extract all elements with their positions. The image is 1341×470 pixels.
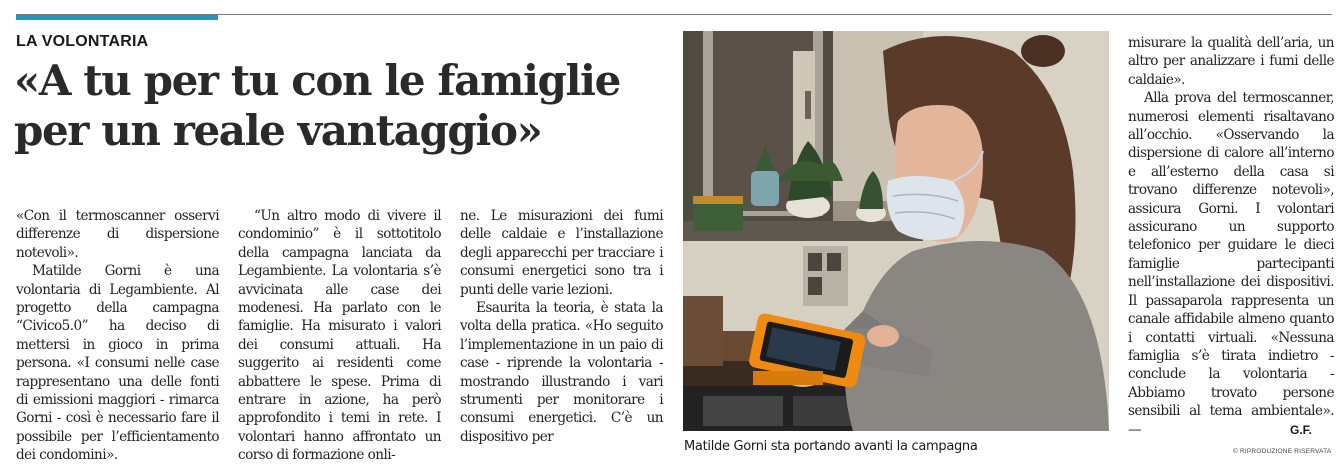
- article-photo: [683, 31, 1109, 431]
- article-column-4: [1128, 34, 1334, 439]
- article-paragraph: Alla prova del termoscanner, numerosi elementi risaltavano all’occhio. «Osservando la dispersione di calore all’interno e all’esterno della casa si trovano differenze notevoli», assicura Gorni. I volontari assicurano un supporto telefonico per guidare le dieci famiglie partecipanti nell’installazione dei dispositivi. Il passaparola rappresenta un canale affidabile almeno quanto i contatti virtuali. «Nessuna famiglia s’è tirata indietro - conclude la volontaria - Abbiamo trovato persone sensibili al tema ambientale». —: [1128, 90, 1334, 438]
- headline-line-1: «A tu per tu con le famiglie: [14, 56, 620, 105]
- article-paragraph: «Con il termoscanner osservi differenze di dispersione notevoli».: [16, 208, 219, 261]
- section-accent-bar: [16, 15, 218, 20]
- article-column-2: [238, 207, 441, 465]
- article-paragraph: ne. Le misurazioni dei fumi delle caldaie e l’installazione degli apparecchi per tracciare i consumi energetici sono tra i punti delle varie lezioni.: [460, 208, 663, 298]
- article-column-1: [16, 207, 219, 465]
- headline-line-2: per un reale vantaggio»: [14, 106, 542, 155]
- photo-caption: Matilde Gorni sta portando avanti la campagna: [684, 439, 978, 454]
- section-kicker: LA VOLONTARIA: [16, 33, 149, 50]
- headline: [14, 56, 664, 156]
- article-paragraph: misurare la qualità dell’aria, un altro per analizzare i fumi delle caldaie».: [1128, 35, 1334, 88]
- author-signature: G.F.: [1290, 423, 1313, 437]
- article-column-3: [460, 207, 663, 446]
- copyright-notice: © RIPRODUZIONE RISERVATA: [1233, 448, 1332, 455]
- article-paragraph: Esaurita la teoria, è stata la volta della pratica. «Ho seguito l’implementazione in un paio di case - riprende la volontaria - mostrando illustrando i vari strumenti per monitorare i consumi energetici. C’è un dispositivo per: [460, 300, 663, 445]
- article-paragraph: Matilde Gorni è una volontaria di Legambiente. Al progetto della campagna “Civico5.0” ha deciso di mettersi in gioco in prima persona. «I consumi nelle case rappresentano una delle fonti di emissioni maggiori - rimarca Gorni - così è necessario fare il possibile per l’efficientamento dei condomini».: [16, 263, 219, 464]
- article-paragraph: “Un altro modo di vivere il condominio” è il sottotitolo della campagna lanciata da Legambiente. La volontaria s’è avvicinata alle case dei modenesi. Ha parlato con le famiglie. Ha misurato i valori dei consumi attuali. Ha suggerito ai residenti come abbattere le spese. Prima di entrare in azione, ha però approfondito i temi in rete. I volontari hanno affrontato un corso di formazione onli-: [238, 208, 441, 464]
